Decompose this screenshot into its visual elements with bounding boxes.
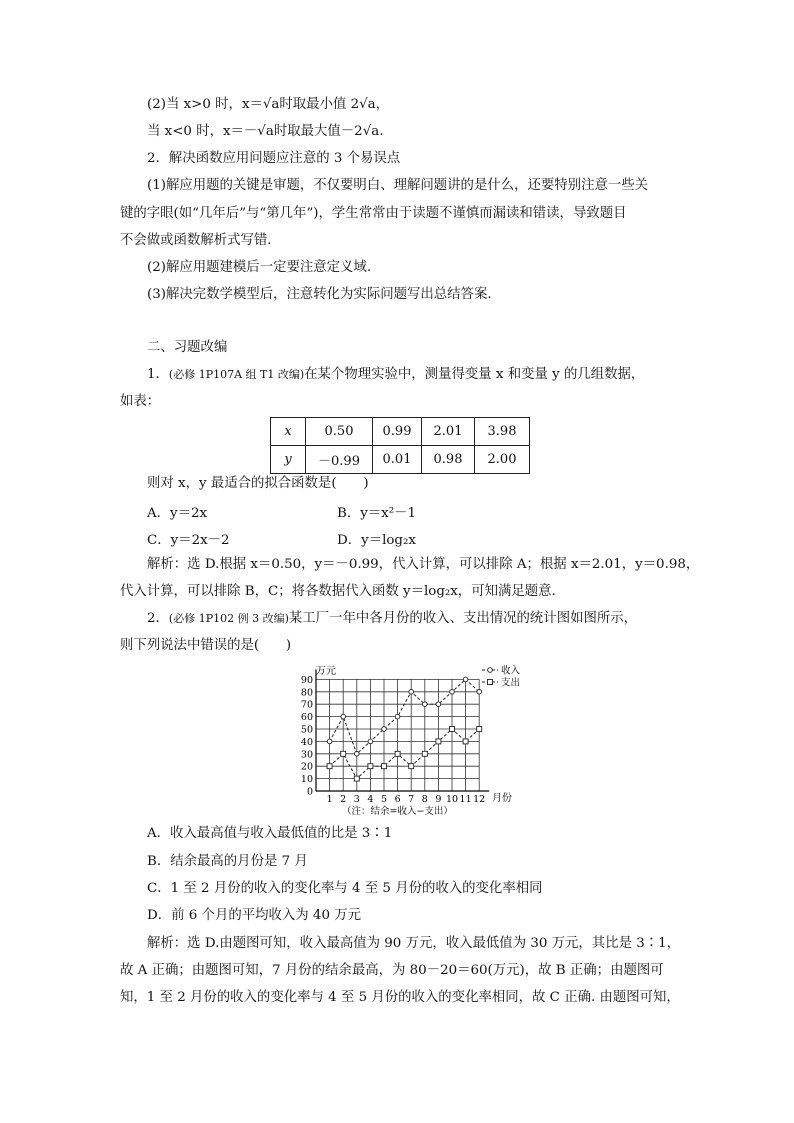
q1-stem-line-a — [147, 366, 644, 384]
q1-option-c: C．y＝2x－2 — [147, 533, 230, 548]
x-tick-label: 6 — [394, 794, 401, 805]
q2-stem-line-b: 则下列说法中错误的是( ) — [120, 638, 292, 653]
q2-number: 2． — [147, 611, 169, 626]
q1-option-b: B．y＝x²－1 — [337, 506, 417, 521]
q1-stem: 在某个物理实验中，测量得变量 x 和变量 y 的几组数据， — [304, 367, 645, 382]
expense-point — [327, 764, 332, 769]
q1-source: (必修 1P107A 组 T1 改编) — [168, 368, 305, 381]
expense-point — [477, 727, 482, 732]
table-cell: 0.99 — [373, 418, 422, 446]
y-axis-label: 万元 — [316, 666, 336, 677]
income-point — [423, 702, 428, 707]
table-cell: 2.01 — [422, 418, 475, 446]
y-tick-label: 90 — [300, 674, 313, 686]
income-point — [395, 714, 400, 719]
expense-point — [436, 739, 441, 744]
chart-note: （注：结余=收入−支出） — [342, 806, 453, 817]
table-row-x — [271, 418, 530, 446]
q1-data-table — [270, 417, 530, 474]
note-line-1: (2)当 x>0 时，x＝√a时取最小值 2√a， — [147, 97, 390, 112]
legend-marker-circle — [488, 668, 493, 673]
expense-point — [368, 764, 373, 769]
expense-point — [450, 727, 455, 732]
income-point — [463, 677, 468, 682]
table-cell: x — [271, 418, 306, 446]
pitfall-3: (3)解决完数学模型后，注意转化为实际问题写出总结答案. — [147, 287, 492, 302]
y-tick-label: 0 — [306, 786, 313, 798]
y-tick-label: 80 — [300, 687, 313, 699]
table-cell: －0.99 — [306, 446, 373, 474]
expense-point — [354, 776, 359, 781]
expense-point — [422, 751, 427, 756]
income-point — [409, 690, 414, 695]
q2-option-a: A．收入最高值与收入最低值的比是 3∶1 — [147, 826, 393, 841]
q2-stem: 某工厂一年中各月份的收入、支出情况的统计图如图所示， — [288, 611, 638, 626]
expense-point — [382, 764, 387, 769]
q1-option-d: D．y＝log₂x — [337, 533, 416, 548]
q1-option-a: A．y＝2x — [147, 506, 208, 521]
income-point — [355, 752, 360, 757]
y-tick-label: 60 — [300, 712, 313, 724]
chart-legend — [482, 665, 521, 689]
y-tick-label: 20 — [300, 761, 313, 773]
x-tick-label: 4 — [367, 794, 374, 805]
q2-option-d: D．前 6 个月的平均收入为 40 万元 — [147, 908, 362, 923]
q2-solution-line-b: 故 A 正确；由题图可知，7 月份的结余最高，为 80－20＝60(万元)，故 B 正确；由题图可 — [120, 963, 664, 978]
y-tick-label: 70 — [300, 699, 313, 711]
q2-option-b: B．结余最高的月份是 7 月 — [147, 854, 308, 869]
q1-stem-line-b: 如表： — [120, 394, 161, 409]
legend-label: 支出 — [501, 677, 521, 689]
x-tick-label: 3 — [353, 794, 360, 805]
income-point — [436, 702, 441, 707]
x-tick-label: 8 — [421, 794, 428, 805]
income-point — [382, 727, 387, 732]
expense-point — [395, 751, 400, 756]
q1-solution-line-a: 解析：选 D.根据 x＝0.50，y＝－0.99，代入计算，可以排除 A；根据 x＝2.01，y＝0.98， — [147, 557, 700, 572]
y-tick-labels — [301, 675, 313, 798]
x-tick-label: 10 — [445, 794, 459, 805]
q1-number: 1． — [147, 367, 169, 382]
y-tick-label: 40 — [300, 736, 313, 748]
x-tick-label: 11 — [459, 794, 472, 805]
note-line-2: 当 x<0 时，x＝－√a时取最大值－2√a. — [147, 124, 384, 139]
income-point — [477, 690, 482, 695]
x-tick-label: 9 — [435, 794, 442, 805]
q1-solution-line-b: 代入计算，可以排除 B，C；将各数据代入函数 y＝log₂x，可知满足题意. — [120, 584, 556, 599]
q2-source: (必修 1P102 例 3 改编) — [168, 612, 289, 625]
subheading-pitfalls: 2．解决函数应用问题应注意的 3 个易误点 — [147, 151, 401, 166]
x-tick-label: 1 — [326, 794, 333, 805]
table-cell: 0.50 — [306, 418, 373, 446]
x-axis-label: 月份 — [492, 793, 512, 804]
pitfall-2: (2)解应用题建模后一定要注意定义域. — [147, 260, 372, 275]
q2-option-c: C．1 至 2 月份的收入的变化率与 4 至 5 月份的收入的变化率相同 — [147, 881, 543, 896]
chart-grid — [316, 679, 479, 791]
x-tick-label: 2 — [340, 794, 347, 805]
chart-axes — [316, 669, 489, 791]
section-title: 二、习题改编 — [147, 340, 228, 355]
x-tick-label: 5 — [380, 794, 388, 805]
y-tick-label: 50 — [300, 724, 313, 736]
expense-point — [463, 739, 468, 744]
income-point — [368, 739, 373, 744]
income-expense-chart — [292, 664, 542, 824]
q1-question: 则对 x，y 最适合的拟合函数是( ) — [147, 476, 369, 491]
table-cell: 0.01 — [373, 446, 422, 474]
q2-solution-line-c: 知，1 至 2 月份的收入的变化率与 4 至 5 月份的收入的变化率相同，故 C 正确. 由题图可知， — [120, 990, 680, 1005]
q2-stem-line-a — [147, 610, 637, 628]
table-cell: 3.98 — [475, 418, 530, 446]
x-tick-label: 7 — [408, 794, 415, 805]
table-cell: 2.00 — [475, 446, 530, 474]
table-row-y — [271, 446, 530, 474]
q2-solution-line-a: 解析：选 D.由题图可知，收入最高值为 90 万元，收入最低值为 30 万元，其比是 3∶1， — [147, 936, 681, 951]
table-cell: y — [271, 446, 306, 474]
pitfall-1-line-a: (1)解应用题的关键是审题，不仅要明白、理解问题讲的是什么，还要特别注意一些关 — [147, 178, 649, 193]
income-point — [327, 739, 332, 744]
y-tick-label: 30 — [300, 749, 313, 761]
table-cell: 0.98 — [422, 446, 475, 474]
x-tick-label: 12 — [473, 794, 486, 805]
income-point — [341, 714, 346, 719]
pitfall-1-line-c: 不会做或函数解析式写错. — [120, 233, 272, 248]
income-point — [450, 690, 455, 695]
expense-point — [341, 751, 346, 756]
pitfall-1-line-b: 键的字眼(如“几年后”与“第几年”)，学生常常由于读题不谨慎而漏读和错读，导致题目 — [120, 206, 627, 221]
legend-label: 收入 — [501, 665, 521, 677]
y-tick-label: 10 — [300, 774, 313, 786]
legend-marker-square — [488, 680, 493, 685]
expense-point — [409, 764, 414, 769]
x-tick-labels — [327, 794, 486, 805]
